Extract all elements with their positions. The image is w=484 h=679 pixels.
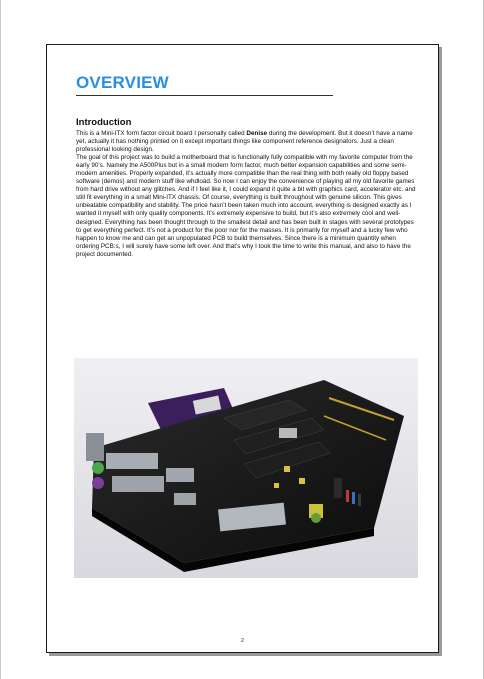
motherboard-photo xyxy=(74,358,418,578)
document-page xyxy=(46,44,439,653)
page-number: 2 xyxy=(241,638,244,644)
page-heading xyxy=(76,73,333,96)
paragraph-intro: This is a Mini-ITX form factor circuit board I personally called Denise during the development. But it doesn’t have a name yet, actually it has nothing printed on it except important things like component reference designators. Just a clean professional looking design. xyxy=(76,130,413,154)
page-shadow xyxy=(49,653,442,656)
section-title: Introduction xyxy=(76,117,132,128)
body-text xyxy=(76,130,416,259)
page-shadow xyxy=(439,47,442,655)
board-name: Denise xyxy=(246,130,268,137)
motherboard-illustration xyxy=(74,358,418,578)
paragraph-goal: The goal of this project was to build a motherboard that is functionally fully compatible with my favorite computer from the early 90’s. Namely the A500Plus but in a small modern form factor, much better expansion capabilities and some semi-modern amenities. Properly expanded, it’s actually more compatible than the real thing with both really old floppy based software (demos) and modern stuff like whdload. So now I can enjoy the convenience of playing all my old favorite games from hard drive without any glitches. And if I feel like it, I could expand it quite a bit with graphics card, accelerator etc. and still fit everything in a small Mini-ITX chassis. Of course, everything is built throughout with genuine silicon. This gives unbeatable compatibility and stability. The price hasn’t been taken much into account, everything is designed exactly as I wanted it myself with only quality components. It’s extremely expensive to build, but it’s also extremely cool and well-designed. Everything has been thought through to the smallest detail and has been built in stages with several prototypes to get everything perfect. It’s not a product for the poor nor for the masses. It is primarily for myself and a lucky few who happen to know me and can get an unpopulated PCB to build themselves. Since there is a minimum quantity when ordering PCB:s, I will surely have some left over. And that’s why I took the time to write this manual, and also to have the project documented. xyxy=(76,154,416,258)
page-heading-text: OVERVIEW xyxy=(76,73,169,92)
